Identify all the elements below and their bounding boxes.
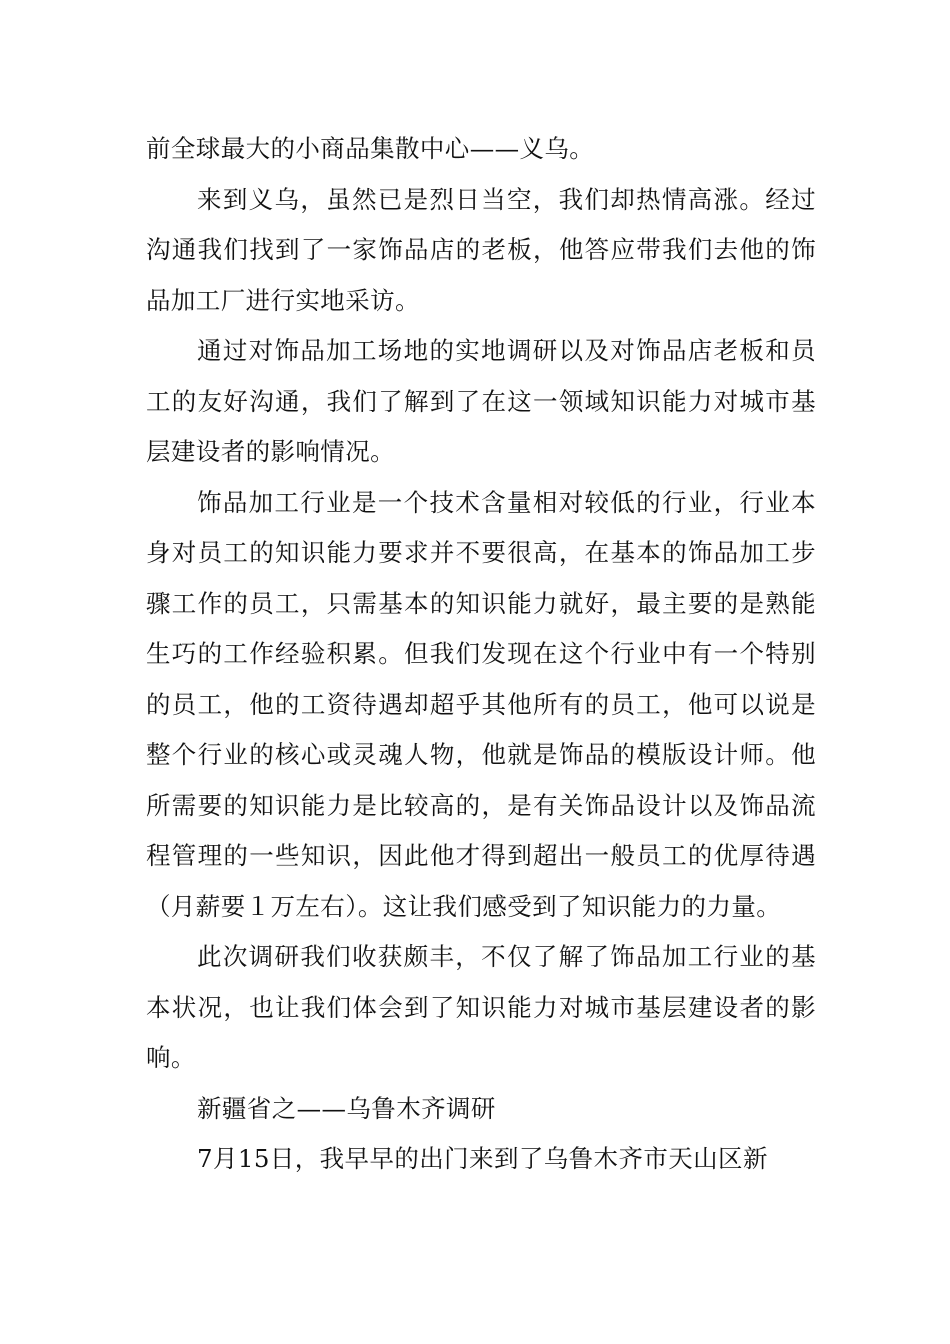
paragraph-industry-analysis: 饰品加工行业是一个技术含量相对较低的行业，行业本身对员工的知识能力要求并不要很高，在基本的饰品加工步骤工作的员工，只需基本的知识能力就好，最主要的是熟能生巧的工作经验积累。但我们发现在这个行业中有一个特别的员工，他的工资待遇却超乎其他所有的员工，他可以说是整个行业的核心或灵魂人物，他就是饰品的模版设计师。他所需要的知识能力是比较高的，是有关饰品设计以及饰品流程管理的一些知识，因此他才得到超出一般员工的优厚待遇（月薪要１万左右）。这让我们感受到了知识能力的力量。 bbox=[146, 487, 816, 921]
section-heading-urumqi: 新疆省之——乌鲁木齐调研 bbox=[197, 1093, 496, 1123]
paragraph-continuation: 前全球最大的小商品集散中心——义乌。 bbox=[146, 134, 595, 163]
paragraph-urumqi-start: 7月15日，我早早的出门来到了乌鲁木齐市天山区新 bbox=[197, 1144, 768, 1173]
paragraph-conclusion: 此次调研我们收获颇丰，不仅了解了饰品加工行业的基本状况，也让我们体会到了知识能力对城市基层建设者的影响。 bbox=[146, 942, 816, 1072]
document-body bbox=[146, 124, 816, 1185]
paragraph-field-research: 通过对饰品加工场地的实地调研以及对饰品店老板和员工的友好沟通，我们了解到了在这一领域知识能力对城市基层建设者的影响情况。 bbox=[146, 336, 816, 466]
paragraph-arrival-yiwu: 来到义乌，虽然已是烈日当空，我们却热情高涨。经过沟通我们找到了一家饰品店的老板，他答应带我们去他的饰品加工厂进行实地采访。 bbox=[146, 184, 816, 315]
